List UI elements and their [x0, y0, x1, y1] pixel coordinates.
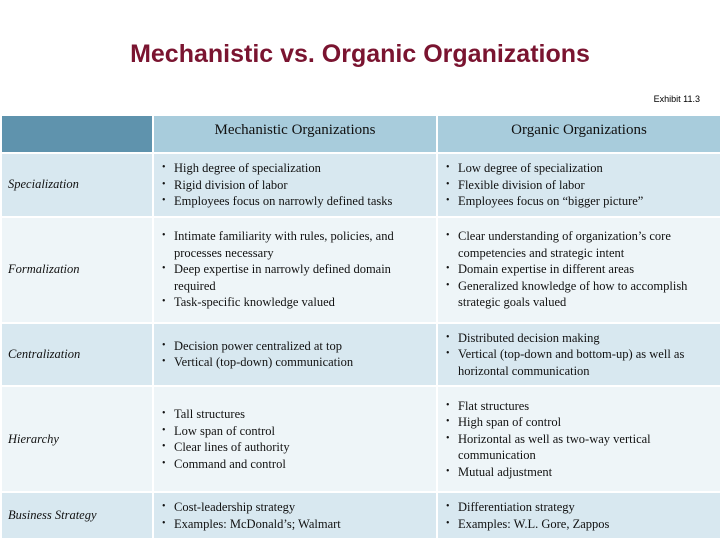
list-item: • Low degree of specialization — [442, 160, 714, 177]
list-item: • Examples: McDonald’s; Walmart — [158, 516, 430, 533]
organic-cell — [437, 386, 720, 492]
exhibit-label: Exhibit 11.3 — [653, 94, 700, 104]
list-item: • Cost-leadership strategy — [158, 499, 430, 516]
table-row — [1, 386, 720, 492]
organic-cell — [437, 217, 720, 323]
header-organic: Organic Organizations — [437, 115, 720, 153]
table-row — [1, 217, 720, 323]
list-item: • Clear understanding of organization’s core competencies and strategic intent — [442, 228, 714, 261]
table-row — [1, 153, 720, 217]
row-label-hierarchy: Hierarchy — [1, 386, 153, 492]
header-mechanistic: Mechanistic Organizations — [153, 115, 437, 153]
table-row — [1, 492, 720, 539]
mechanistic-cell — [153, 492, 437, 539]
mechanistic-cell — [153, 386, 437, 492]
header-corner — [1, 115, 153, 153]
header-row — [1, 115, 720, 153]
list-item: • Mutual adjustment — [442, 464, 714, 481]
list-item: • Differentiation strategy — [442, 499, 714, 516]
comparison-table — [0, 114, 720, 540]
slide-title: Mechanistic vs. Organic Organizations — [130, 40, 590, 68]
list-item: • Tall structures — [158, 406, 430, 423]
list-item: • Decision power centralized at top — [158, 338, 430, 355]
mechanistic-cell — [153, 217, 437, 323]
list-item: • Rigid division of labor — [158, 177, 430, 194]
list-item: • Domain expertise in different areas — [442, 261, 714, 278]
list-item: • Vertical (top-down) communication — [158, 354, 430, 371]
row-label-business-strategy: Business Strategy — [1, 492, 153, 539]
organic-cell — [437, 153, 720, 217]
organic-cell — [437, 323, 720, 387]
list-item: • Command and control — [158, 456, 430, 473]
mechanistic-cell — [153, 153, 437, 217]
list-item: • High degree of specialization — [158, 160, 430, 177]
row-label-centralization: Centralization — [1, 323, 153, 387]
list-item: • Employees focus on narrowly defined tasks — [158, 193, 430, 210]
list-item: • Vertical (top-down and bottom-up) as well as horizontal communication — [442, 346, 714, 379]
list-item: • Generalized knowledge of how to accomplish strategic goals valued — [442, 278, 714, 311]
list-item: • Deep expertise in narrowly defined domain required — [158, 261, 430, 294]
table-row — [1, 323, 720, 387]
row-label-specialization: Specialization — [1, 153, 153, 217]
list-item: • Distributed decision making — [442, 330, 714, 347]
list-item: • High span of control — [442, 414, 714, 431]
list-item: • Horizontal as well as two-way vertical communication — [442, 431, 714, 464]
mechanistic-cell — [153, 323, 437, 387]
row-label-formalization: Formalization — [1, 217, 153, 323]
list-item: • Intimate familiarity with rules, policies, and processes necessary — [158, 228, 430, 261]
list-item: • Examples: W.L. Gore, Zappos — [442, 516, 714, 533]
list-item: • Clear lines of authority — [158, 439, 430, 456]
list-item: • Flexible division of labor — [442, 177, 714, 194]
list-item: • Employees focus on “bigger picture” — [442, 193, 714, 210]
organic-cell — [437, 492, 720, 539]
list-item: • Flat structures — [442, 398, 714, 415]
list-item: • Low span of control — [158, 423, 430, 440]
list-item: • Task-specific knowledge valued — [158, 294, 430, 311]
